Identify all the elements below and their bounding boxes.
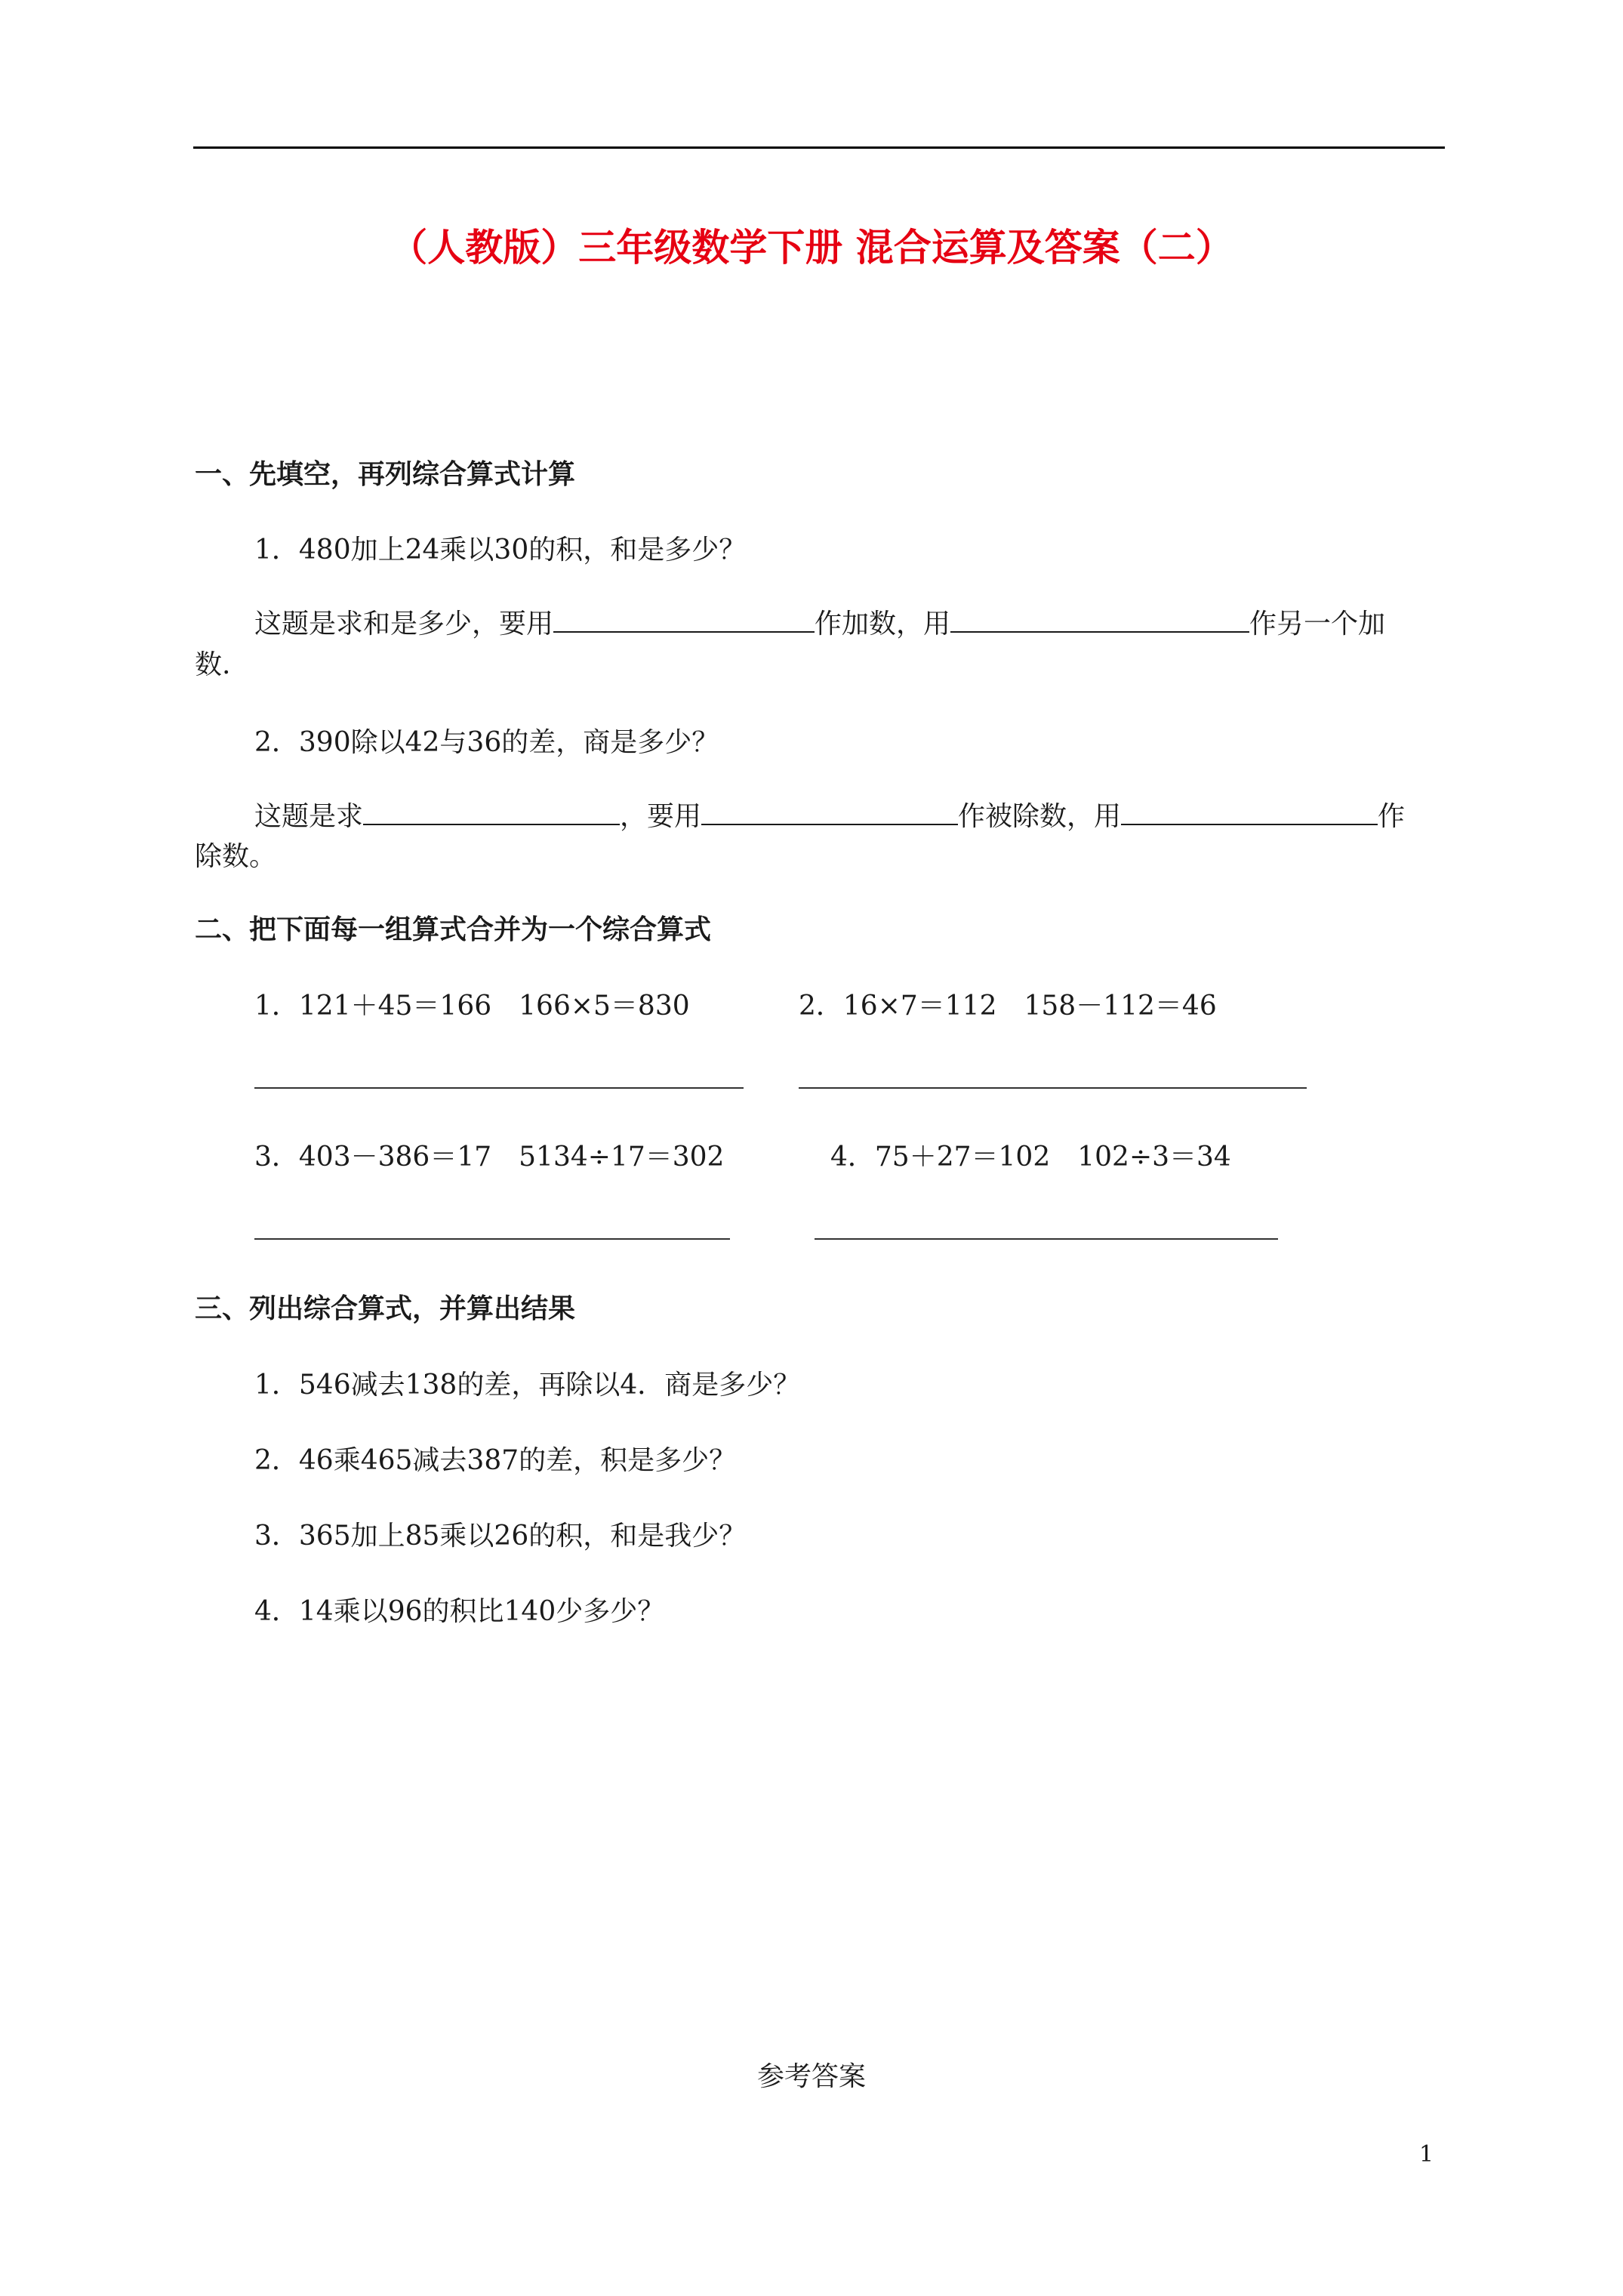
header-rule xyxy=(193,146,1445,149)
answer-line[interactable] xyxy=(254,1087,744,1089)
word-problem-3: 3．365加上85乘以26的积，和是我少？ xyxy=(254,1521,747,1552)
fill-blank[interactable] xyxy=(701,801,958,825)
section-1-heading: 一、先填空，再列综合算式计算 xyxy=(195,458,576,490)
question-1-1: 1．480加上24乘以30的积，和是多少？ xyxy=(254,535,747,566)
section-2-heading: 二、把下面每一组算式合并为一个综合算式 xyxy=(195,914,712,945)
question-1-2: 2．390除以42与36的差，商是多少？ xyxy=(254,727,719,758)
combine-item-1: 1．121＋45＝166 166×5＝830 xyxy=(254,991,690,1022)
word-problem-2: 2．46乘465减去387的差，积是多少？ xyxy=(254,1445,737,1476)
fill-blank[interactable] xyxy=(950,609,1249,633)
combine-item-4: 4．75＋27＝102 102÷3＝34 xyxy=(830,1142,1231,1173)
answers-heading: 参考答案 xyxy=(756,2061,866,2092)
fill-line-1-2-cont: 除数。 xyxy=(195,841,277,872)
combine-item-3: 3．403－386＝17 5134÷17＝302 xyxy=(254,1142,725,1173)
document-title: （人教版）三年级数学下册 混合运算及答案（二） xyxy=(390,225,1233,270)
word-problem-1: 1．546减去138的差，再除以4．商是多少？ xyxy=(254,1370,801,1401)
fill-line-1-1: 这题是求和是多少，要用 作加数，用 作另一个加 xyxy=(254,609,1386,639)
fill-blank[interactable] xyxy=(1121,801,1378,825)
fill-blank[interactable] xyxy=(553,609,815,633)
answer-line[interactable] xyxy=(815,1238,1278,1240)
fill-line-1-1-cont: 数. xyxy=(195,649,231,680)
page-number: 1 xyxy=(1419,2141,1434,2168)
word-problem-4: 4．14乘以96的积比140少多少？ xyxy=(254,1596,665,1627)
fill-blank[interactable] xyxy=(363,801,620,825)
fill-line-1-2: 这题是求 ，要用 作被除数，用 作 xyxy=(254,801,1406,832)
answer-line[interactable] xyxy=(799,1087,1307,1089)
section-3-heading: 三、列出综合算式，并算出结果 xyxy=(195,1293,576,1324)
answer-line[interactable] xyxy=(254,1238,730,1240)
combine-item-2: 2．16×7＝112 158－112＝46 xyxy=(799,991,1217,1022)
